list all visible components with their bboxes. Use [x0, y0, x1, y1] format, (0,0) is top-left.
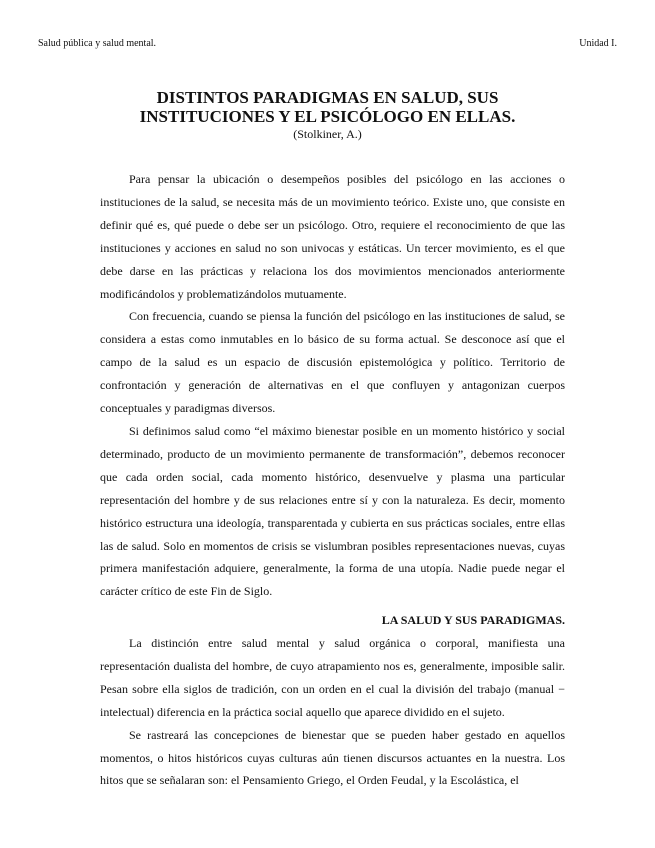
title-line-2: INSTITUCIONES Y EL PSICÓLOGO EN ELLAS. — [139, 107, 516, 126]
paragraph: La distinción entre salud mental y salud orgánica o corporal, manifiesta una representación dualista del hombre, de cuyo atrapamiento nos es, generalmente, imposible salir. Pesan sobre ella siglos de tradición, con un orden en el cual la división del trabajo (manual − intelectual) diferencia en la práctica social aquello que aparece dividido en el sujeto. — [100, 636, 565, 719]
author: (Stolkiner, A.) — [293, 127, 362, 141]
section-body — [100, 632, 565, 792]
intro-body — [100, 168, 565, 603]
running-header-left: Salud pública y salud mental. — [38, 38, 157, 49]
title-line-1: DISTINTOS PARADIGMAS EN SALUD, SUS — [156, 88, 499, 107]
running-header-right: Unidad I. — [579, 38, 617, 49]
paragraph: Si definimos salud como “el máximo bienestar posible en un momento histórico y social determinado, producto de un movimiento permanente de transformación”, debemos reconocer que cada orden social, cada momento histórico, desenvuelve y plasma una particular representación del hombre y de sus relaciones entre sí y con la naturaleza. Es decir, momento histórico estructura una ideología, transparentada y cubierta en sus prácticas sociales, entre ellas las de salud. Solo en momentos de crisis se vislumbran posibles representaciones nuevas, cuyas primera manifestación adquiere, generalmente, la forma de una utopía. Nadie puede negar el carácter crítico de este Fin de Siglo. — [100, 423, 565, 599]
section-heading: LA SALUD Y SUS PARADIGMAS. — [381, 613, 565, 627]
paragraph: Se rastreará las concepciones de bienestar que se pueden haber gestado en aquellos momentos, o hitos históricos cuyas culturas aún tienen discursos actuantes en la nuestra. Los hitos que se señalaran son: el Pensamiento Griego, el Orden Feudal, y la Escolástica, el — [100, 727, 565, 788]
paragraph: Con frecuencia, cuando se piensa la función del psicólogo en las instituciones de salud, se considera a estas como inmutables en lo básico de su forma actual. Se desconoce así que el campo de la salud es un espacio de discusión epistemológica y político. Territorio de confrontación y generación de alternativas en el que confluyen y antagonizan cuerpos conceptuales y paradigmas diversos. — [100, 309, 565, 416]
paragraph: Para pensar la ubicación o desempeños posibles del psicólogo en las acciones o instituciones de la salud, se necesita más de un movimiento teórico. Existe uno, que consiste en definir qué es, qué puede o debe ser un psicólogo. Otro, requiere el reconocimiento de que las instituciones y acciones en salud no son univocas y estáticas. Un tercer movimiento, es el que debe darse en las prácticas y relaciona los dos movimientos mencionados anteriormente modificándolos y problematizándolos mutuamente. — [100, 172, 565, 301]
